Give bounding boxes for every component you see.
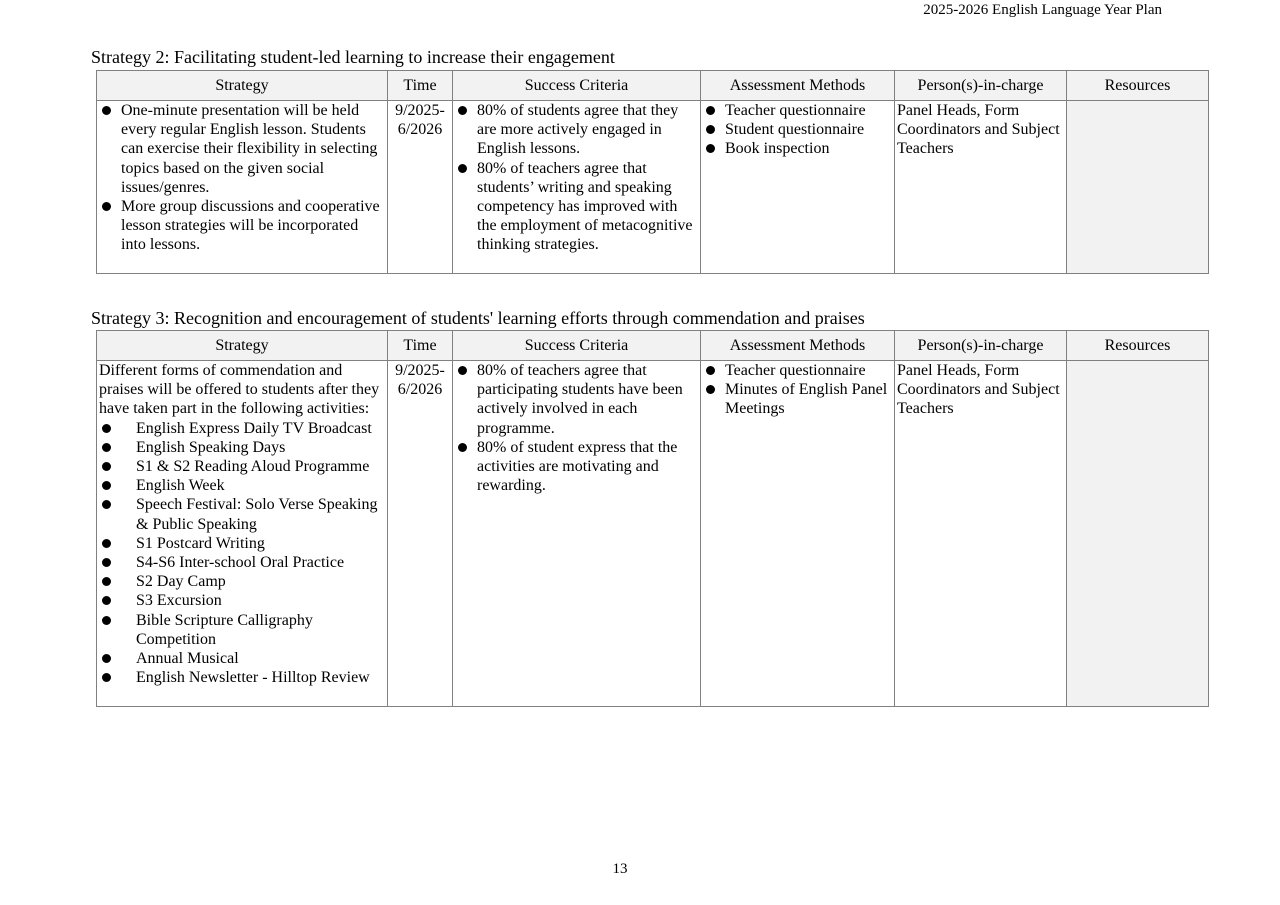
success-criteria-list <box>455 101 698 255</box>
column-header-strategy: Strategy <box>97 71 388 101</box>
list-item: Minutes of English Panel Meetings <box>703 380 892 418</box>
list-item: English Week <box>99 476 385 495</box>
list-item: S4-S6 Inter-school Oral Practice <box>99 553 385 572</box>
list-item: Annual Musical <box>99 649 385 668</box>
persons-in-charge-cell: Panel Heads, Form Coordinators and Subject Teachers <box>895 361 1067 707</box>
list-item: Teacher questionnaire <box>703 361 892 380</box>
table-header-row <box>97 71 1209 101</box>
list-item: 80% of students agree that they are more actively engaged in English lessons. <box>455 101 698 159</box>
strategy-2-table <box>96 70 1209 274</box>
column-header-time: Time <box>388 331 453 361</box>
column-header-persons-in-charge: Person(s)-in-charge <box>895 71 1067 101</box>
assessment-methods-list <box>703 101 892 159</box>
strategy-3-title: Strategy 3: Recognition and encouragement of students' learning efforts through commendation and praises <box>91 308 865 328</box>
list-item: Teacher questionnaire <box>703 101 892 120</box>
list-item: Speech Festival: Solo Verse Speaking & Public Speaking <box>99 495 385 533</box>
document-header: 2025-2026 English Language Year Plan <box>923 2 1162 18</box>
assessment-methods-list <box>703 361 892 419</box>
column-header-success-criteria: Success Criteria <box>453 71 701 101</box>
resources-cell <box>1067 361 1209 707</box>
time-cell <box>388 101 453 274</box>
success-criteria-cell <box>453 101 701 274</box>
strategy-intro: Different forms of commendation and praises will be offered to students after they have taken part in the following activities: <box>99 362 380 418</box>
column-header-persons-in-charge: Person(s)-in-charge <box>895 331 1067 361</box>
list-item: English Newsletter - Hilltop Review <box>99 668 385 687</box>
list-item: More group discussions and cooperative lesson strategies will be incorporated into lessons. <box>99 197 385 255</box>
column-header-time: Time <box>388 71 453 101</box>
list-item: S1 & S2 Reading Aloud Programme <box>99 457 385 476</box>
time-end: 6/2026 <box>397 121 443 139</box>
strategy-2-title: Strategy 2: Facilitating student-led learning to increase their engagement <box>91 47 615 67</box>
list-item: Student questionnaire <box>703 120 892 139</box>
list-item: English Speaking Days <box>99 438 385 457</box>
page-number: 13 <box>612 861 628 877</box>
time-end: 6/2026 <box>397 381 443 399</box>
list-item: S1 Postcard Writing <box>99 534 385 553</box>
column-header-success-criteria: Success Criteria <box>453 331 701 361</box>
persons-in-charge-cell: Panel Heads, Form Coordinators and Subject Teachers <box>895 101 1067 274</box>
list-item: Book inspection <box>703 139 892 158</box>
column-header-assessment-methods: Assessment Methods <box>701 331 895 361</box>
time-cell <box>388 361 453 707</box>
column-header-resources: Resources <box>1067 71 1209 101</box>
list-item: 80% of teachers agree that participating students have been actively involved in each programme. <box>455 361 698 438</box>
list-item: 80% of student express that the activities are motivating and rewarding. <box>455 438 698 496</box>
assessment-methods-cell <box>701 101 895 274</box>
table-header-row <box>97 331 1209 361</box>
resources-cell <box>1067 101 1209 274</box>
strategy-list <box>99 101 385 255</box>
table-row <box>97 101 1209 274</box>
strategy-cell <box>97 361 388 707</box>
strategy-3-table <box>96 330 1209 707</box>
column-header-assessment-methods: Assessment Methods <box>701 71 895 101</box>
list-item: English Express Daily TV Broadcast <box>99 419 385 438</box>
column-header-resources: Resources <box>1067 331 1209 361</box>
success-criteria-cell <box>453 361 701 707</box>
time-start: 9/2025- <box>395 362 445 379</box>
list-item: S3 Excursion <box>99 591 385 610</box>
list-item: 80% of teachers agree that students’ writing and speaking competency has improved with the employment of metacognitive thinking strategies. <box>455 159 698 255</box>
assessment-methods-cell <box>701 361 895 707</box>
strategy-cell <box>97 101 388 274</box>
list-item: Bible Scripture Calligraphy Competition <box>99 611 385 649</box>
success-criteria-list <box>455 361 698 495</box>
column-header-strategy: Strategy <box>97 331 388 361</box>
time-start: 9/2025- <box>395 102 445 119</box>
table-row <box>97 361 1209 707</box>
activity-list <box>99 419 385 688</box>
list-item: S2 Day Camp <box>99 572 385 591</box>
list-item: One-minute presentation will be held every regular English lesson. Students can exercise their flexibility in selecting topics based on the given social issues/genres. <box>99 101 385 197</box>
